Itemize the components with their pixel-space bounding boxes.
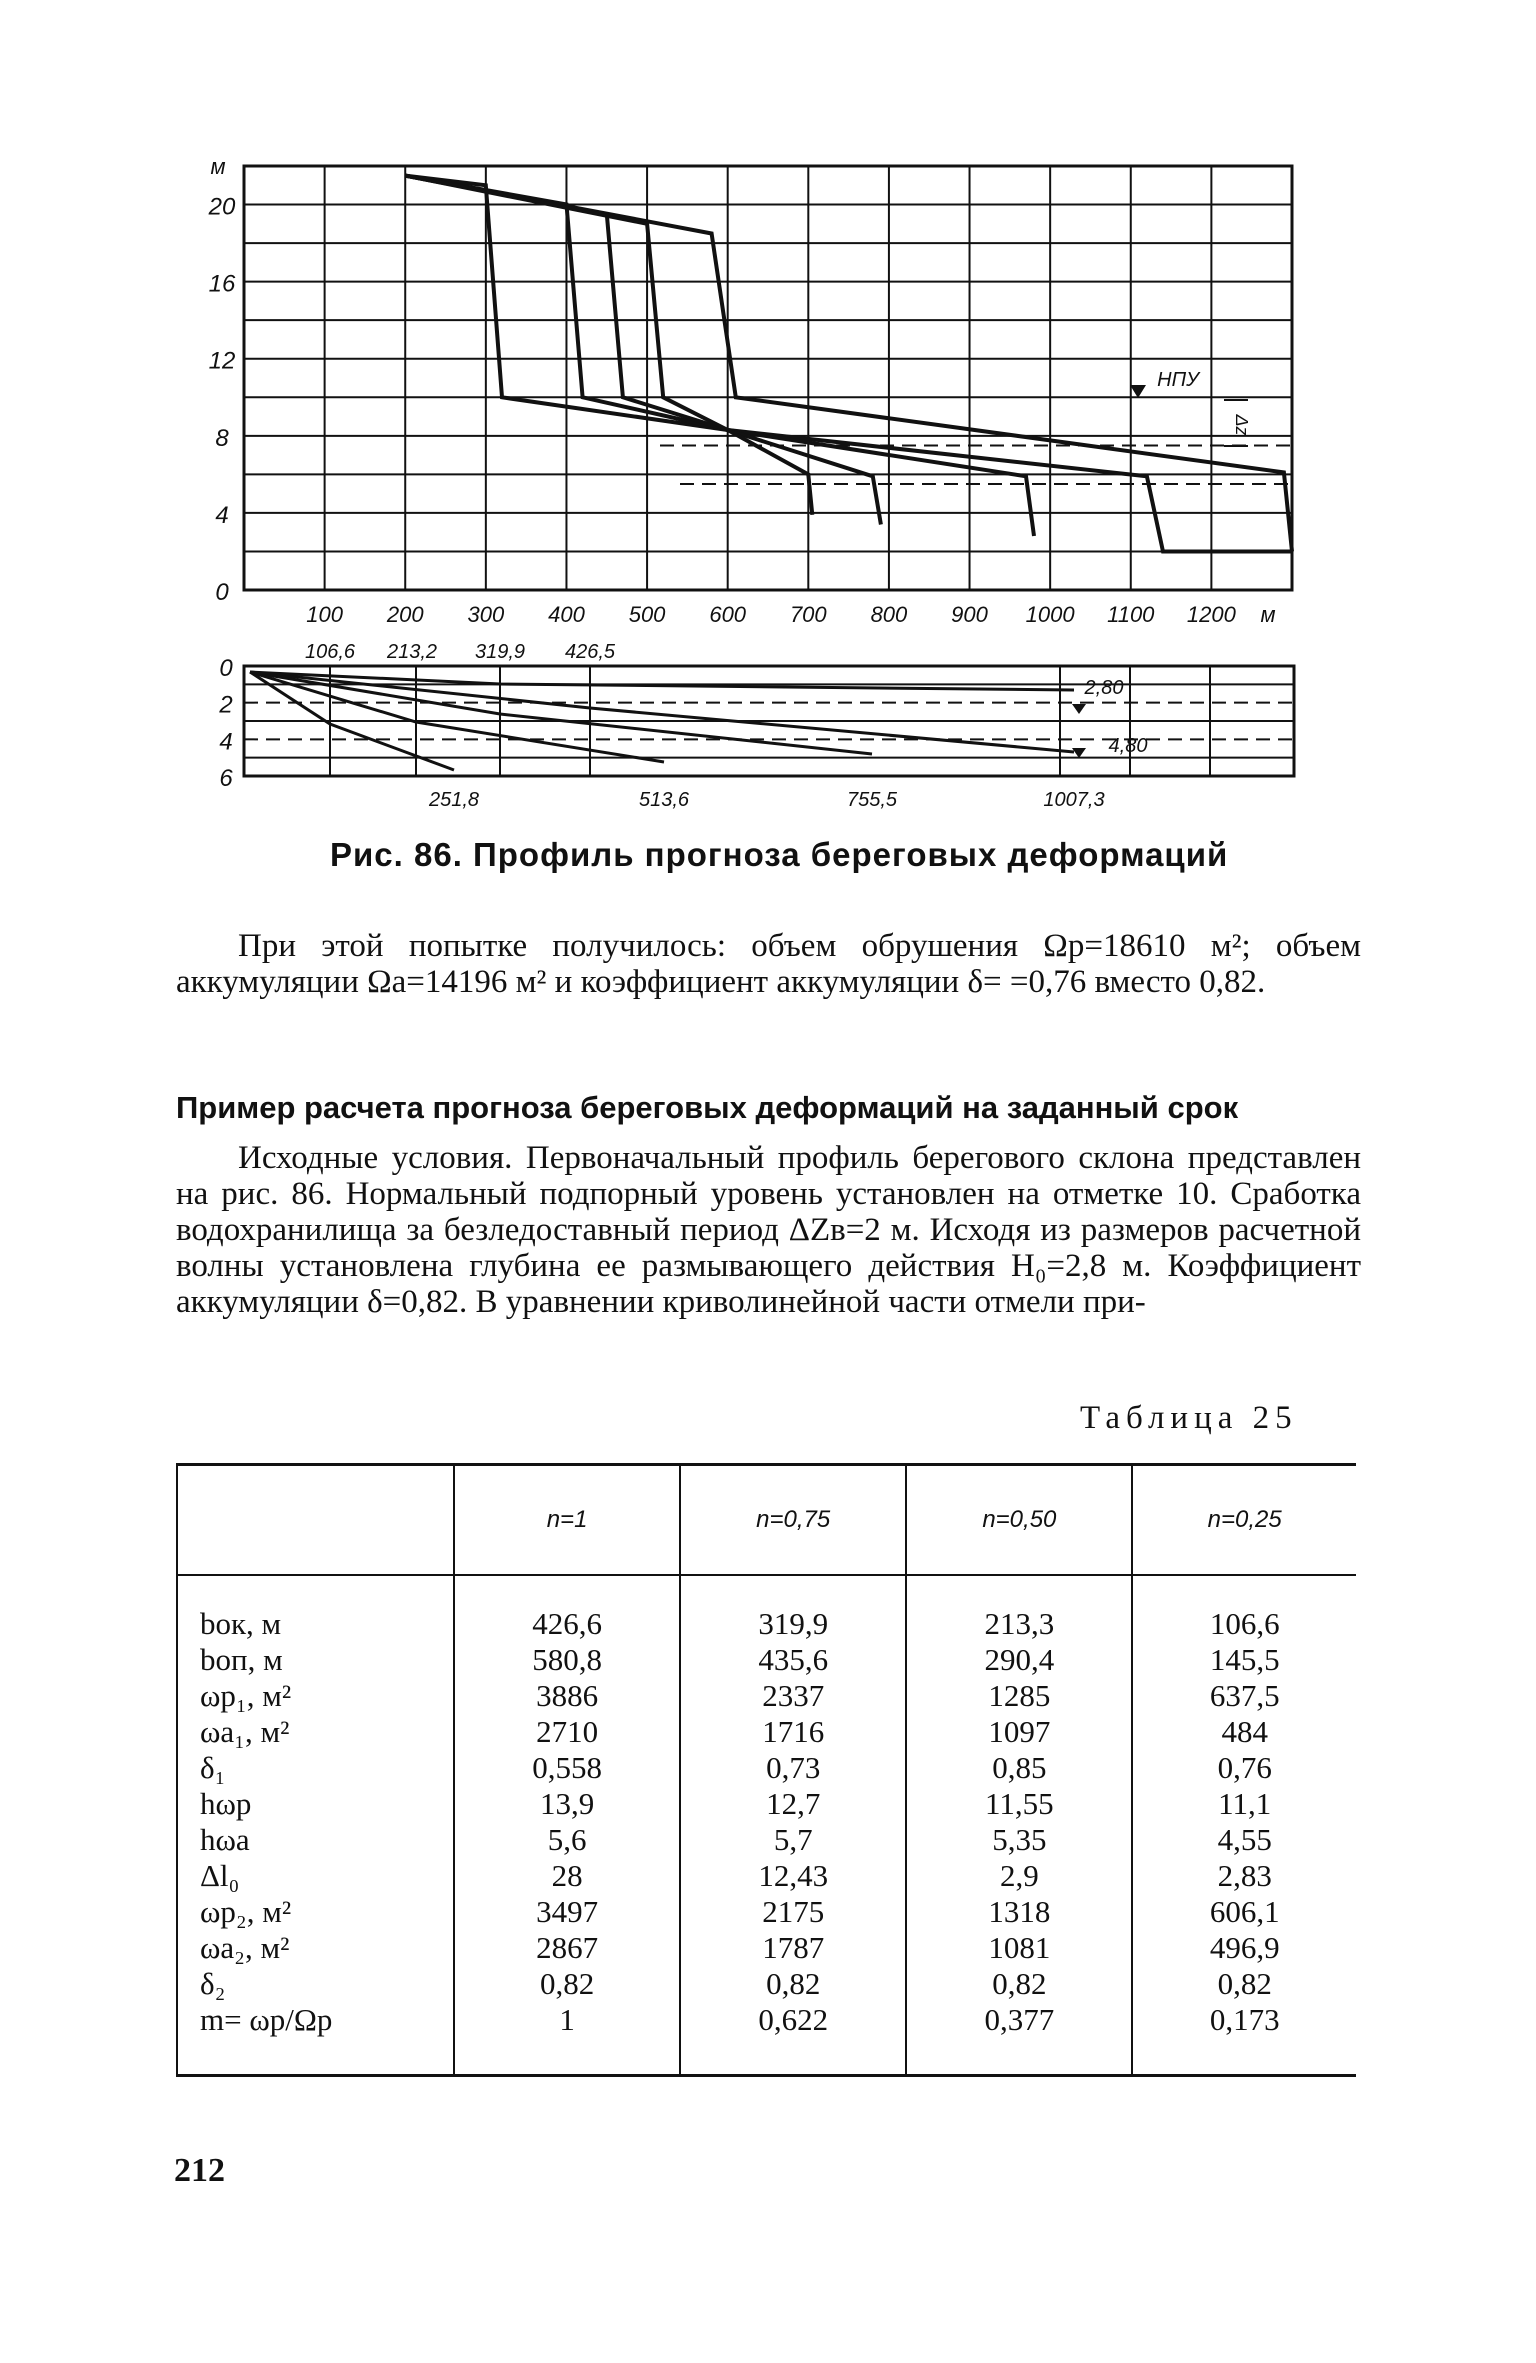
profile-line-initial xyxy=(405,176,1292,552)
npu-marker-icon xyxy=(1130,385,1146,398)
table-cell: 0,82 xyxy=(906,1966,1132,2002)
table-cell: 1097 xyxy=(906,1714,1132,1750)
table-cell: 0,82 xyxy=(454,1966,680,2002)
bottom-y-tick-label: 2 xyxy=(219,691,233,719)
table-cell: 11,55 xyxy=(906,1786,1132,1822)
table-row xyxy=(177,1966,1356,2002)
table-cell: 5,6 xyxy=(454,1822,680,1858)
table-row xyxy=(177,1930,1356,1966)
x-tick-label: 100 xyxy=(306,602,343,627)
bottom-top-label: 213,2 xyxy=(386,641,438,663)
table-cell: 12,7 xyxy=(680,1786,906,1822)
table-cell: 0,558 xyxy=(454,1750,680,1786)
level-marker-icon xyxy=(1072,704,1086,714)
table-cell: 0,82 xyxy=(1132,1966,1356,2002)
level-marker-icon xyxy=(1072,748,1086,758)
table-cell: 0,173 xyxy=(1132,2002,1356,2076)
row-label: Δl₀ xyxy=(177,1858,454,1894)
x-tick-label: 500 xyxy=(628,602,666,627)
table-cell: 0,85 xyxy=(906,1750,1132,1786)
table-cell: 1787 xyxy=(680,1930,906,1966)
bottom-y-tick-label: 0 xyxy=(219,655,233,682)
table-cell: 5,35 xyxy=(906,1822,1132,1858)
table-cell: 1285 xyxy=(906,1678,1132,1714)
table-cell: 3497 xyxy=(454,1894,680,1930)
table-cell: 1 xyxy=(454,2002,680,2076)
y-tick-label: 16 xyxy=(208,270,236,298)
row-label: bоп, м xyxy=(177,1642,454,1678)
table-cell: 0,622 xyxy=(680,2002,906,2076)
table-row xyxy=(177,1894,1356,1930)
table-cell: 496,9 xyxy=(1132,1930,1356,1966)
y-tick-label: 4 xyxy=(215,501,229,529)
table-label: Таблица 25 xyxy=(1080,1400,1298,1436)
bottom-y-tick-label: 6 xyxy=(219,765,233,792)
x-tick-label: 1200 xyxy=(1186,602,1236,627)
bottom-bottom-label: 1007,3 xyxy=(1043,789,1105,811)
row-label: hωа xyxy=(177,1822,454,1858)
table-cell: 637,5 xyxy=(1132,1678,1356,1714)
data-table xyxy=(176,1463,1356,2077)
top-panel-labels xyxy=(208,154,1276,627)
table-cell: 145,5 xyxy=(1132,1642,1356,1678)
table-cell: 5,7 xyxy=(680,1822,906,1858)
table-header-cell: n=0,25 xyxy=(1132,1465,1356,1576)
row-label: δ₂ xyxy=(177,1966,454,2002)
table-cell: 1716 xyxy=(680,1714,906,1750)
table-header-cell xyxy=(177,1465,454,1576)
table-cell: 106,6 xyxy=(1132,1575,1356,1642)
table-cell: 580,8 xyxy=(454,1642,680,1678)
figure-caption: Рис. 86. Профиль прогноза береговых деформаций xyxy=(330,836,1229,873)
row-label: m= ωр/Ωр xyxy=(177,2002,454,2076)
x-axis-unit: м xyxy=(1260,602,1276,627)
bottom-top-label: 319,9 xyxy=(474,641,526,663)
table-cell: 290,4 xyxy=(906,1642,1132,1678)
table-cell: 2,9 xyxy=(906,1858,1132,1894)
table-row xyxy=(177,1678,1356,1714)
table-cell: 0,73 xyxy=(680,1750,906,1786)
row-label: hωр xyxy=(177,1786,454,1822)
table-cell: 3886 xyxy=(454,1678,680,1714)
level-label-2-80: 2,80 xyxy=(1084,677,1124,699)
row-label: ωр₂, м² xyxy=(177,1894,454,1930)
table-row xyxy=(177,1750,1356,1786)
table-cell: 13,9 xyxy=(454,1786,680,1822)
x-tick-label: 800 xyxy=(870,602,908,627)
x-tick-label: 200 xyxy=(386,602,424,627)
table-cell: 11,1 xyxy=(1132,1786,1356,1822)
table-row xyxy=(177,2002,1356,2076)
bottom-top-label: 426,5 xyxy=(564,641,616,663)
bottom-panel-grid xyxy=(244,666,1294,776)
y-tick-label: 12 xyxy=(208,347,236,375)
bottom-top-label: 106,6 xyxy=(304,641,356,663)
table-header-cell: n=0,50 xyxy=(906,1465,1132,1576)
row-label: ωр₁, м² xyxy=(177,1678,454,1714)
profile-line-n=1 xyxy=(405,176,1292,552)
y-tick-label: 0 xyxy=(215,579,229,606)
y-axis-unit: м xyxy=(210,154,226,179)
table-cell: 0,76 xyxy=(1132,1750,1356,1786)
table-cell: 1081 xyxy=(906,1930,1132,1966)
section-heading: Пример расчета прогноза береговых деформаций на заданный срок xyxy=(176,1090,1239,1125)
profile-line-n=0.5 xyxy=(405,176,881,525)
level-label-4-80: 4,80 xyxy=(1108,735,1148,757)
table-header-cell: n=0,75 xyxy=(680,1465,906,1576)
npu-label: НПУ xyxy=(1157,369,1199,391)
row-label: bок, м xyxy=(177,1575,454,1642)
table-cell: 2710 xyxy=(454,1714,680,1750)
table-cell: 2867 xyxy=(454,1930,680,1966)
table-cell: 319,9 xyxy=(680,1575,906,1642)
table-cell: 1318 xyxy=(906,1894,1132,1930)
x-tick-label: 1000 xyxy=(1025,602,1075,627)
profile-figure xyxy=(0,0,1536,830)
x-tick-label: 400 xyxy=(548,602,585,627)
x-tick-label: 300 xyxy=(467,602,505,627)
table-cell: 606,1 xyxy=(1132,1894,1356,1930)
table-header-row xyxy=(177,1465,1356,1576)
x-tick-label: 700 xyxy=(789,602,827,627)
table-cell: 0,82 xyxy=(680,1966,906,2002)
table-cell: 4,55 xyxy=(1132,1822,1356,1858)
table-row xyxy=(177,1822,1356,1858)
x-tick-label: 900 xyxy=(951,602,988,627)
table-cell: 426,6 xyxy=(454,1575,680,1642)
table-row xyxy=(177,1786,1356,1822)
table-row xyxy=(177,1575,1356,1642)
table-cell: 435,6 xyxy=(680,1642,906,1678)
row-label: δ₁ xyxy=(177,1750,454,1786)
table-cell: 2175 xyxy=(680,1894,906,1930)
table-row xyxy=(177,1642,1356,1678)
bottom-bottom-label: 755,5 xyxy=(846,789,898,811)
table-row xyxy=(177,1858,1356,1894)
bottom-y-tick-label: 4 xyxy=(219,728,233,756)
bottom-bottom-label: 513,6 xyxy=(638,789,690,811)
y-tick-label: 20 xyxy=(208,193,236,221)
table-header-cell: n=1 xyxy=(454,1465,680,1576)
y-tick-label: 8 xyxy=(215,424,229,452)
bottom-profile-line xyxy=(250,672,1074,690)
table-cell: 12,43 xyxy=(680,1858,906,1894)
table-cell: 2,83 xyxy=(1132,1858,1356,1894)
table-cell: 484 xyxy=(1132,1714,1356,1750)
table-row xyxy=(177,1714,1356,1750)
page-number: 212 xyxy=(174,2152,225,2189)
top-panel-frame xyxy=(244,166,1292,590)
x-tick-label: 1100 xyxy=(1107,602,1155,627)
x-tick-label: 600 xyxy=(709,602,747,627)
row-label: ωа₁, м² xyxy=(177,1714,454,1750)
table-cell: 0,377 xyxy=(906,2002,1132,2076)
table-cell: 213,3 xyxy=(906,1575,1132,1642)
top-panel-grid xyxy=(244,166,1292,590)
paragraph-attempt-result: При этой попытке получилось: объем обрушения Ωр=18610 м²; объем аккумуляции Ωа=14196 м² и коэффициент аккумуляции δ= =0,76 вместо 0,82. xyxy=(176,928,1361,1000)
table-cell: 2337 xyxy=(680,1678,906,1714)
bottom-bottom-label: 251,8 xyxy=(428,789,480,811)
table-cell: 28 xyxy=(454,1858,680,1894)
paragraph-initial-conditions: Исходные условия. Первоначальный профиль берегового склона представлен на рис. 86. Нормальный подпорный уровень установлен на отметке 10. Сработка водохранилища за безледоставный период ΔZв=2 м. Исходя из размеров расчетной волны установлена глубина ее размывающего действия H₀=2,8 м. Коэффициент аккумуляции δ=0,82. В уравнении криволинейной части отмели при- xyxy=(176,1140,1361,1320)
delta-z-label: Δz xyxy=(1232,414,1252,436)
row-label: ωа₂, м² xyxy=(177,1930,454,1966)
top-panel-profiles xyxy=(405,176,1292,552)
